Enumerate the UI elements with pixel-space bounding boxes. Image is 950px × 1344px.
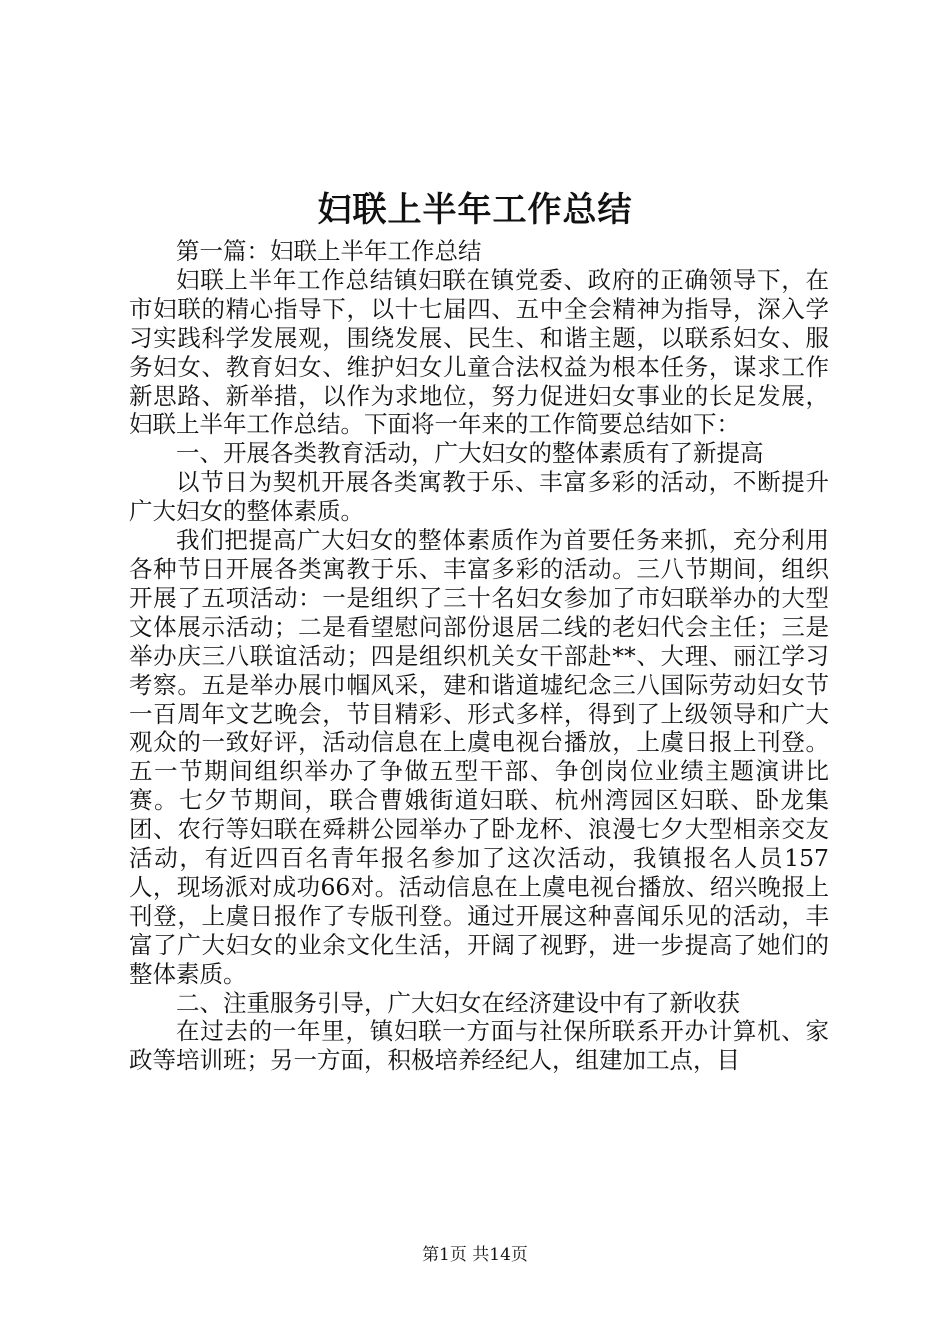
section-heading: 第一篇：妇联上半年工作总结 <box>176 237 482 265</box>
body-paragraph: 妇联上半年工作总结镇妇联在镇党委、政府的正确领导下，在市妇联的精心指导下，以十七届四、五中全会精神为指导，深入学习实践科学发展观，围绕发展、民生、和谐主题，以联系妇女、服务妇女、教育妇女、维护妇女儿童合法权益为根本任务，谋求工作新思路、新举措，以作为求地位，努力促进妇女事业的长足发展，妇联上半年工作总结。下面将一年来的工作简要总结如下： <box>129 265 829 439</box>
document-body <box>129 237 829 1075</box>
body-paragraph: 以节日为契机开展各类寓教于乐、丰富多彩的活动，不断提升广大妇女的整体素质。 <box>129 468 829 526</box>
document-title: 妇联上半年工作总结 <box>317 190 633 230</box>
body-paragraph: 在过去的一年里，镇妇联一方面与社保所联系开办计算机、家政等培训班；另一方面，积极培养经纪人，组建加工点，目 <box>129 1017 829 1075</box>
page-number: 第1页 共14页 <box>422 1245 528 1265</box>
body-paragraph: 我们把提高广大妇女的整体素质作为首要任务来抓，充分利用各种节日开展各类寓教于乐、丰富多彩的活动。三八节期间，组织开展了五项活动：一是组织了三十名妇女参加了市妇联举办的大型文体展示活动；二是看望慰问部份退居二线的老妇代会主任；三是举办庆三八联谊活动；四是组织机关女干部赴**、大理、丽江学习考察。五是举办展巾帼风采，建和谐道墟纪念三八国际劳动妇女节一百周年文艺晚会，节目精彩、形式多样，得到了上级领导和广大观众的一致好评，活动信息在上虞电视台播放，上虞日报上刊登。五一节期间组织举办了争做五型干部、争创岗位业绩主题演讲比赛。七夕节期间，联合曹娥街道妇联、杭州湾园区妇联、卧龙集团、农行等妇联在舜耕公园举办了卧龙杯、浪漫七夕大型相亲交友活动，有近四百名青年报名参加了这次活动，我镇报名人员157人，现场派对成功66对。活动信息在上虞电视台播放、绍兴晚报上刊登，上虞日报作了专版刊登。通过开展这种喜闻乐见的活动，丰富了广大妇女的业余文化生活，开阔了视野，进一步提高了她们的整体素质。 <box>129 526 829 988</box>
section-heading: 二、注重服务引导，广大妇女在经济建设中有了新收获 <box>176 988 740 1017</box>
section-heading: 一、开展各类教育活动，广大妇女的整体素质有了新提高 <box>176 439 764 468</box>
